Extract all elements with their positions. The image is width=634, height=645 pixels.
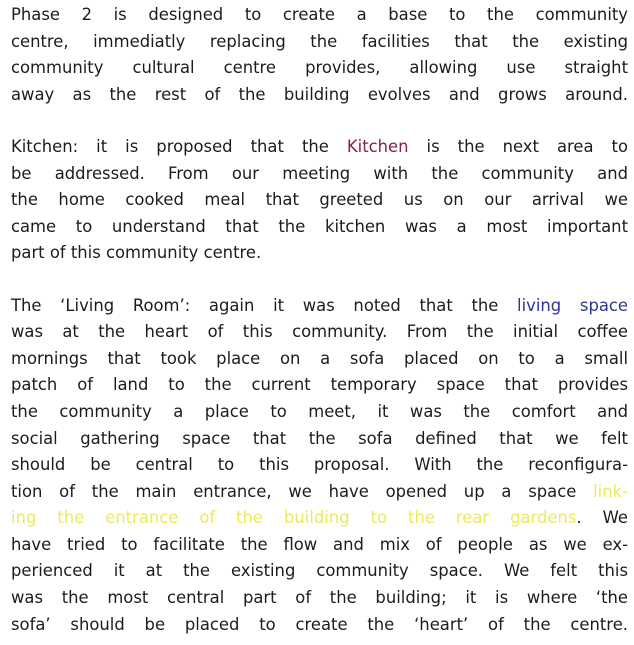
text-segment: is the next area to — [408, 136, 628, 156]
paragraph-gap — [11, 108, 628, 134]
paragraph-living-room — [11, 293, 628, 639]
living-space-highlight: living space — [517, 295, 628, 315]
text-line: mornings that took place on a sofa placed on to a small — [11, 348, 628, 368]
text-line — [11, 479, 628, 506]
link-highlight: ing the entrance of the building to the rear gardens — [11, 508, 577, 528]
text-line: part of this community centre. — [11, 243, 262, 263]
text-segment: tion of the main entrance, we have opened up a space — [11, 481, 594, 501]
kitchen-highlight: Kitchen — [346, 136, 409, 156]
text-line: centre, immediatly replacing the facilities that the existing — [11, 31, 628, 51]
text-segment: . We — [576, 508, 628, 528]
text-line: have tried to facilitate the flow and mix of people as we ex- — [11, 534, 628, 554]
text-line: should be central to this proposal. With the reconfigura- — [11, 455, 628, 475]
paragraph-phase-2 — [11, 2, 628, 108]
text-segment: Kitchen: it is proposed that the — [11, 136, 347, 156]
text-line: Phase 2 is designed to create a base to the community — [11, 5, 628, 24]
text-line: was at the heart of this community. From the initial coffee — [11, 322, 628, 342]
text-line — [11, 505, 628, 532]
text-line: away as the rest of the building evolves and grows around. — [11, 84, 628, 104]
text-line: patch of land to the current temporary space that provides — [11, 375, 628, 395]
text-line: social gathering space that the sofa defined that we felt — [11, 428, 628, 448]
text-line — [11, 293, 628, 320]
text-line: the home cooked meal that greeted us on our arrival we — [11, 190, 628, 210]
text-line: be addressed. From our meeting with the community and — [11, 163, 628, 183]
text-segment: The ‘Living Room’: again it was noted that the — [11, 295, 518, 315]
document-body — [11, 2, 628, 638]
text-line — [11, 134, 628, 161]
text-line: the community a place to meet, it was the comfort and — [11, 401, 628, 421]
text-line: came to understand that the kitchen was a most important — [11, 216, 628, 236]
paragraph-kitchen — [11, 134, 628, 267]
text-line: community cultural centre provides, allowing use straight — [11, 58, 628, 78]
link-highlight: link- — [593, 481, 628, 501]
text-line: sofa’ should be placed to create the ‘heart’ of the centre. — [11, 614, 628, 634]
text-line: was the most central part of the building; it is where ‘the — [11, 588, 628, 608]
paragraph-gap — [11, 267, 628, 293]
text-line: perienced it at the existing community space. We felt this — [11, 561, 628, 581]
